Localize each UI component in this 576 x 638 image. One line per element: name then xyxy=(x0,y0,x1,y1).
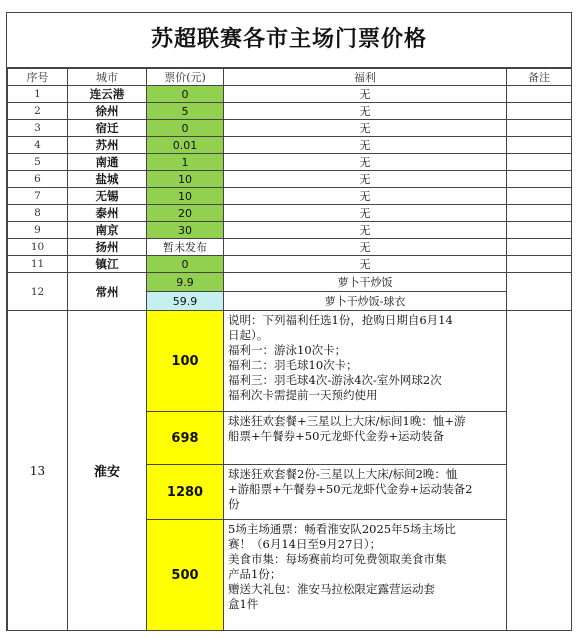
row-welfare: 无 xyxy=(224,154,507,171)
welfare-line: 福利一：游泳10次卡； xyxy=(228,343,347,357)
welfare-line: 日起）。 xyxy=(228,328,269,342)
row-city: 宿迁 xyxy=(68,120,147,137)
table-row xyxy=(8,171,572,188)
row-index: 9 xyxy=(8,222,68,239)
row-index: 8 xyxy=(8,205,68,222)
row-price: 698 xyxy=(147,412,224,465)
table-row xyxy=(8,256,572,273)
row-price: 500 xyxy=(147,520,224,631)
row-note xyxy=(507,103,572,120)
row-note xyxy=(507,256,572,273)
table-row xyxy=(8,222,572,239)
row-price: 0 xyxy=(147,256,224,273)
table-row xyxy=(8,239,572,256)
welfare-line: 福利三：羽毛球4次-游泳4次-室外网球2次 xyxy=(228,373,442,387)
row-city: 扬州 xyxy=(68,239,147,256)
table-row xyxy=(8,86,572,103)
welfare-line: 盒1件 xyxy=(228,597,259,611)
welfare-line: +游船票+午餐券+50元龙虾代金券+运动装备2 xyxy=(228,482,473,496)
row-price: 5 xyxy=(147,103,224,120)
row-welfare: 无 xyxy=(224,137,507,154)
row-welfare: 无 xyxy=(224,103,507,120)
table-row xyxy=(8,273,572,292)
row-note xyxy=(507,311,572,631)
row-note xyxy=(507,137,572,154)
row-index: 2 xyxy=(8,103,68,120)
table-row xyxy=(8,188,572,205)
row-note xyxy=(507,239,572,256)
row-index: 4 xyxy=(8,137,68,154)
row-index: 11 xyxy=(8,256,68,273)
row-index: 5 xyxy=(8,154,68,171)
row-note xyxy=(507,205,572,222)
row-note xyxy=(507,171,572,188)
row-city: 南通 xyxy=(68,154,147,171)
welfare-line: 份 xyxy=(228,497,240,511)
table-row xyxy=(8,311,572,412)
welfare-line: 球迷狂欢套餐2份-三星以上大床/标间2晚：恤 xyxy=(228,467,458,481)
welfare-line: 福利次卡需提前一天预约使用 xyxy=(228,388,378,402)
table-row xyxy=(8,103,572,120)
row-city: 徐州 xyxy=(68,103,147,120)
row-price: 10 xyxy=(147,188,224,205)
row-city: 镇江 xyxy=(68,256,147,273)
welfare-line: 福利二：羽毛球10次卡； xyxy=(228,358,358,372)
row-city: 常州 xyxy=(68,273,147,311)
table-row xyxy=(8,137,572,154)
row-welfare: 萝卜干炒饭 xyxy=(224,273,507,292)
row-price: 30 xyxy=(147,222,224,239)
row-welfare xyxy=(224,412,507,465)
row-welfare xyxy=(224,465,507,520)
welfare-line: 5场主场通票：畅看淮安队2025年5场主场比 xyxy=(228,522,456,536)
row-note xyxy=(507,273,572,311)
header-price: 票价(元) xyxy=(147,69,224,86)
row-index: 1 xyxy=(8,86,68,103)
row-welfare: 无 xyxy=(224,86,507,103)
row-city: 盐城 xyxy=(68,171,147,188)
row-welfare: 无 xyxy=(224,222,507,239)
row-welfare: 无 xyxy=(224,256,507,273)
welfare-line: 产品1份； xyxy=(228,567,282,581)
row-welfare: 萝卜干炒饭-球衣 xyxy=(224,292,507,311)
row-city: 淮安 xyxy=(68,311,147,631)
row-price: 暂未发布 xyxy=(147,239,224,256)
welfare-line: 说明：下列福利任选1份，抢购日期自6月14 xyxy=(228,313,453,327)
row-welfare xyxy=(224,520,507,631)
row-welfare: 无 xyxy=(224,171,507,188)
row-city: 泰州 xyxy=(68,205,147,222)
row-index: 6 xyxy=(8,171,68,188)
row-city: 南京 xyxy=(68,222,147,239)
header-note: 备注 xyxy=(507,69,572,86)
row-city: 苏州 xyxy=(68,137,147,154)
row-index: 13 xyxy=(8,311,68,631)
row-price: 10 xyxy=(147,171,224,188)
row-index: 12 xyxy=(8,273,68,311)
row-price: 0 xyxy=(147,86,224,103)
row-price: 20 xyxy=(147,205,224,222)
header-idx: 序号 xyxy=(8,69,68,86)
row-price: 0.01 xyxy=(147,137,224,154)
welfare-line: 赠送大礼包：淮安马拉松限定露营运动套 xyxy=(228,582,435,596)
row-price: 1280 xyxy=(147,465,224,520)
header-city: 城市 xyxy=(68,69,147,86)
table-row xyxy=(8,154,572,171)
welfare-line: 船票+午餐券+50元龙虾代金券+运动装备 xyxy=(228,429,445,443)
sheet-title: 苏超联赛各市主场门票价格 xyxy=(7,12,571,68)
row-price: 100 xyxy=(147,311,224,412)
row-note xyxy=(507,154,572,171)
row-note xyxy=(507,86,572,103)
row-index: 10 xyxy=(8,239,68,256)
row-index: 7 xyxy=(8,188,68,205)
row-price: 59.9 xyxy=(147,292,224,311)
table-row xyxy=(8,205,572,222)
row-welfare xyxy=(224,311,507,412)
header-welfare: 福利 xyxy=(224,69,507,86)
welfare-line: 赛！（6月14日至9月27日）； xyxy=(228,537,382,551)
row-city: 无锡 xyxy=(68,188,147,205)
row-price: 9.9 xyxy=(147,273,224,292)
row-welfare: 无 xyxy=(224,188,507,205)
row-note xyxy=(507,120,572,137)
row-note xyxy=(507,188,572,205)
row-price: 0 xyxy=(147,120,224,137)
header-row xyxy=(8,69,572,86)
row-index: 3 xyxy=(8,120,68,137)
table-row xyxy=(8,120,572,137)
ticket-price-table xyxy=(7,68,572,631)
row-welfare: 无 xyxy=(224,239,507,256)
row-price: 1 xyxy=(147,154,224,171)
row-city: 连云港 xyxy=(68,86,147,103)
row-note xyxy=(507,222,572,239)
welfare-line: 球迷狂欢套餐+三星以上大床/标间1晚：恤+游 xyxy=(228,414,466,428)
row-welfare: 无 xyxy=(224,205,507,222)
welfare-line: 美食市集：每场赛前均可免费领取美食市集 xyxy=(228,552,447,566)
row-welfare: 无 xyxy=(224,120,507,137)
ticket-price-sheet xyxy=(6,12,572,631)
